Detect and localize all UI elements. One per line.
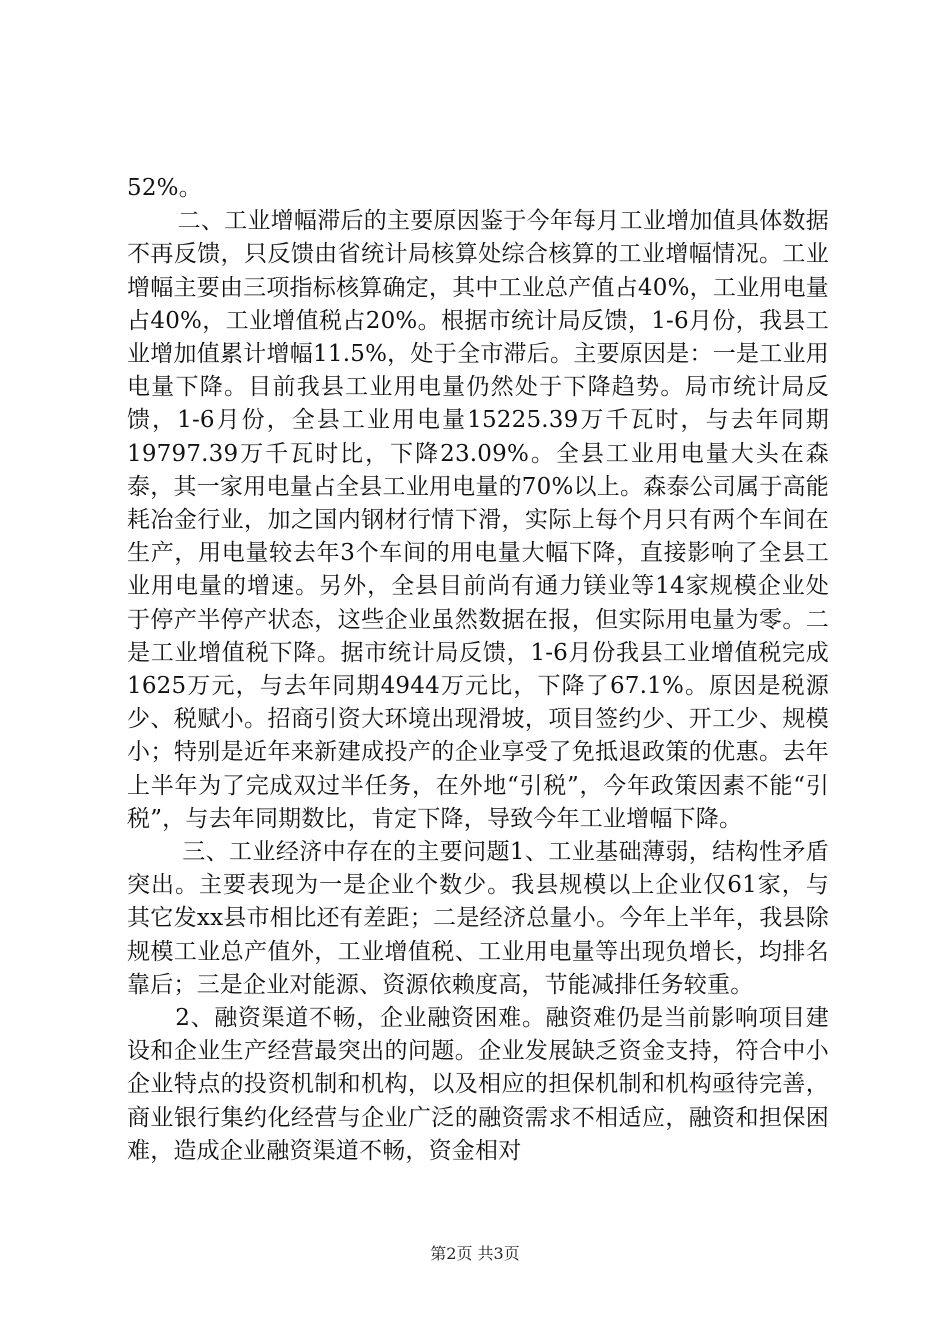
- paragraph-section-two: 二、工业增幅滞后的主要原因鉴于今年每月工业增加值具体数据不再反馈，只反馈由省统计局核算处综合核算的工业增幅情况。工业增幅主要由三项指标核算确定，其中工业总产值占40%，工业用电量占40%，工业增值税占20%。根据市统计局反馈，1-6月份，我县工业增加值累计增幅11.5%，处于全市滞后。主要原因是：一是工业用电量下降。目前我县工业用电量仍然处于下降趋势。局市统计局反馈，1-6月份，全县工业用电量15225.39万千瓦时，与去年同期19797.39万千瓦时比，下降23.09%。全县工业用电量大头在森泰，其一家用电量占全县工业用电量的70%以上。森泰公司属于高能耗冶金行业，加之国内钢材行情下滑，实际上每个月只有两个车间在生产，用电量较去年3个车间的用电量大幅下降，直接影响了全县工业用电量的增速。另外，全县目前尚有通力镁业等14家规模企业处于停产半停产状态，这些企业虽然数据在报，但实际用电量为零。二是工业增值税下降。据市统计局反馈，1-6月份我县工业增值税完成1625万元，与去年同期4944万元比，下降了67.1%。原因是税源少、税赋小。招商引资大环境出现滑坡，项目签约少、开工少、规模小；特别是近年来新建成投产的企业享受了免抵退政策的优惠。去年上半年为了完成双过半任务，在外地“引税”，今年政策因素不能“引税”，与去年同期数比，肯定下降，导致今年工业增幅下降。: [127, 208, 829, 832]
- paragraph-section-three: 三、工业经济中存在的主要问题1、工业基础薄弱，结构性矛盾突出。主要表现为一是企业个数少。我县规模以上企业仅61家，与其它发xx县市相比还有差距；二是经济总量小。今年上半年，我县除规模工业总产值外，工业增值税、工业用电量等出现负增长，均排名靠后；三是企业对能源、资源依赖度高，节能减排任务较重。: [127, 839, 829, 998]
- document-body: [127, 172, 829, 1168]
- page-footer: 第2页 共3页: [430, 1244, 520, 1263]
- paragraph-item-two: 2、融资渠道不畅，企业融资困难。融资难仍是当前影响项目建设和企业生产经营最突出的问题。企业发展缺乏资金支持，符合中小企业特点的投资机制和机构，以及相应的担保机制和机构亟待完善，商业银行集约化经营与企业广泛的融资需求不相适应，融资和担保困难，造成企业融资渠道不畅，资金相对: [127, 1005, 829, 1164]
- paragraph-continuation: 52%。: [127, 175, 202, 201]
